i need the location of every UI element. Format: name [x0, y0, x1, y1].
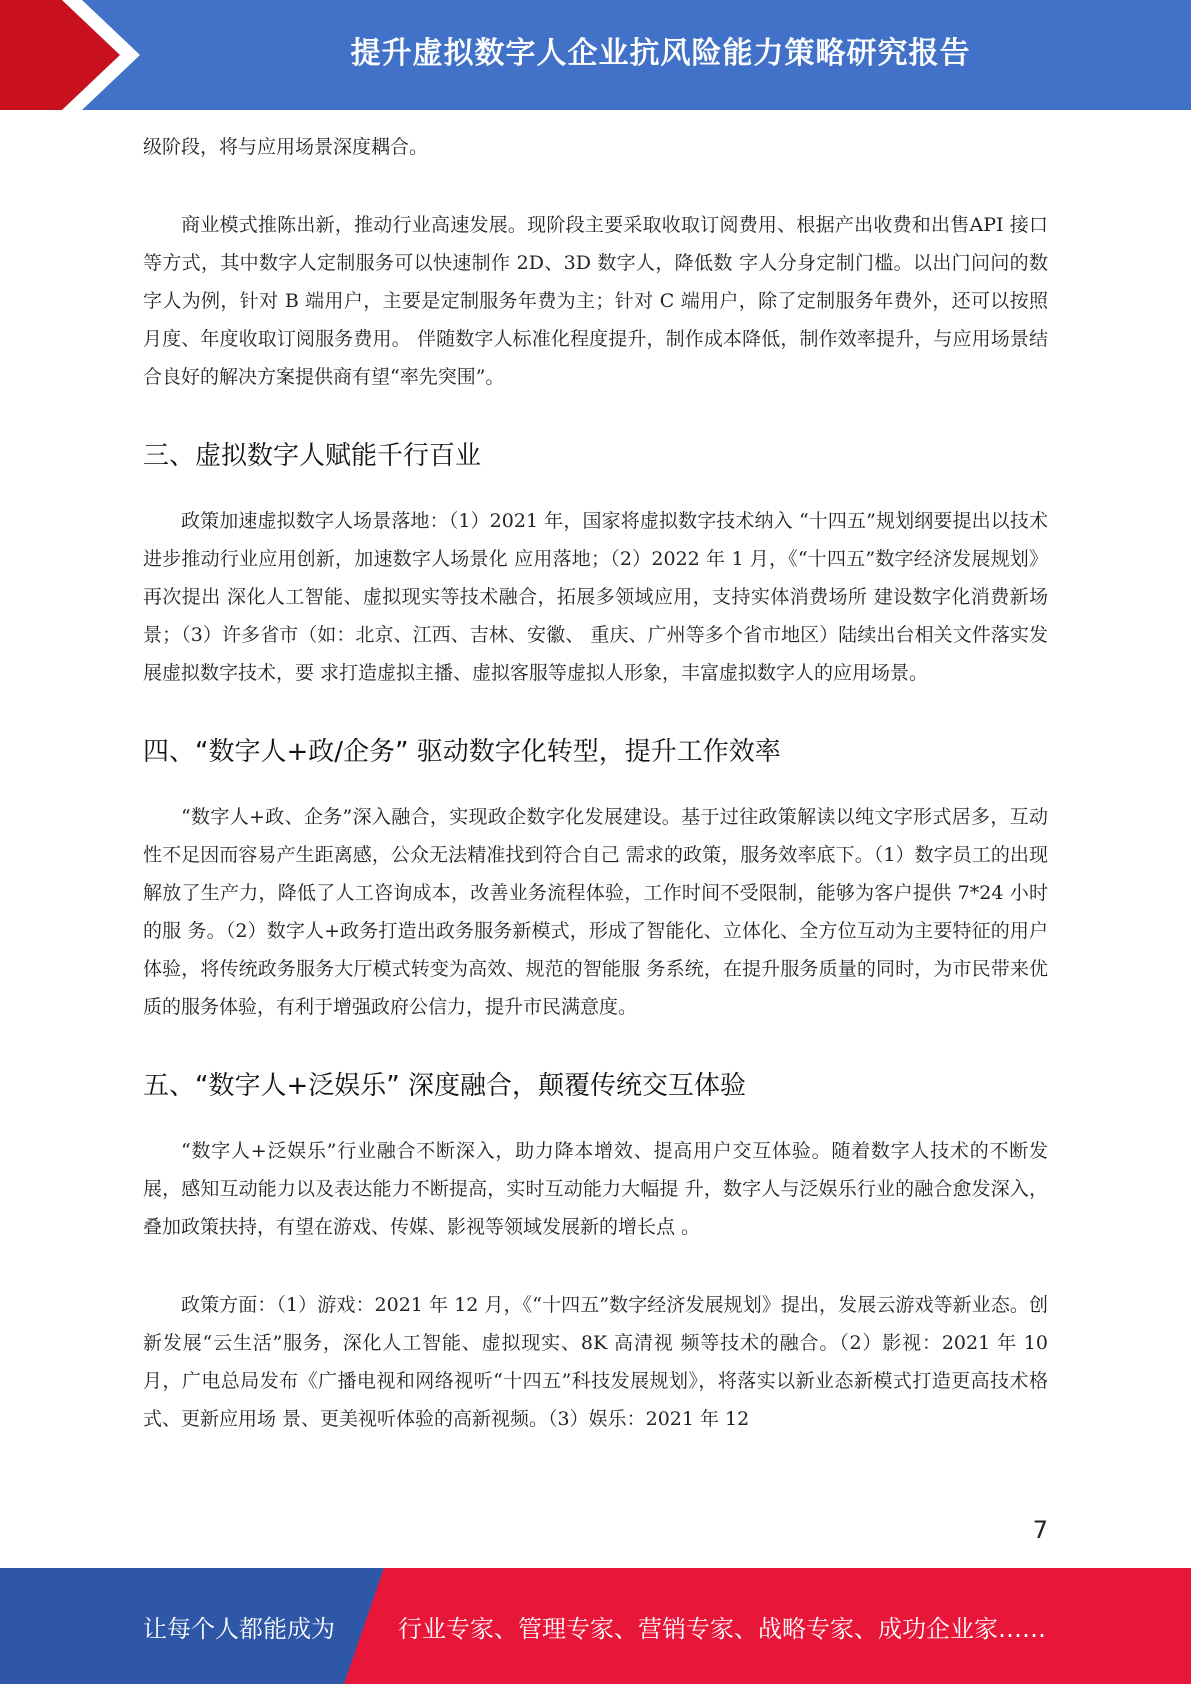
paragraph-entertainment: “数字人+泛娱乐”行业融合不断深入，助力降本增效、提高用户交互体验。随着数字人技术的不断发展，感知互动能力以及表达能力不断提高，实时互动能力大幅提 升，数字人与泛娱乐行业的融合愈发深入，叠加政策扶持，有望在游戏、传媒、影视等领域发展新的增长点 。 — [143, 1140, 1048, 1238]
footer-slogan-right: 行业专家、管理专家、营销专家、战略专家、成功企业家…… — [398, 1614, 1046, 1643]
page-header — [0, 0, 1191, 110]
section-heading-4: 四、“数字人+政/企务” 驱动数字化转型，提升工作效率 — [143, 737, 781, 767]
section-heading-3: 三、虚拟数字人赋能千行百业 — [143, 441, 482, 471]
paragraph-government: “数字人+政、企务”深入融合，实现政企数字化发展建设。基于过往政策解读以纯文字形式居多，互动性不足因而容易产生距离感，公众无法精准找到符合自己 需求的政策，服务效率底下。（1）数字员工的出现解放了生产力，降低了人工咨询成本，改善业务流程体验，工作时间不受限制，能够为客户提供 7*24 小时的服 务。（2）数字人+政务打造出政务服务新模式，形成了智能化、立体化、全方位互动为主要特征的用户体验，将传统政务服务大厅模式转变为高效、规范的智能服 务系统，在提升服务质量的同时，为市民带来优质的服务体验，有利于增强政府公信力，提升市民满意度。 — [143, 806, 1048, 1018]
paragraph-business-model: 商业模式推陈出新，推动行业高速发展。现阶段主要采取收取订阅费用、根据产出收费和出售API 接口等方式，其中数字人定制服务可以快速制作 2D、3D 数字人，降低数 字人分身定制门槛。以出门问问的数字人为例，针对 B 端用户，主要是定制服务年费为主；针对 C 端用户，除了定制服务年费外，还可以按照月度、年度收取订阅服务费用。 伴随数字人标准化程度提升，制作成本降低，制作效率提升，与应用场景结合良好的解决方案提供商有望“率先突围”。 — [143, 214, 1048, 388]
paragraph-policy-entertainment: 政策方面：（1）游戏：2021 年 12 月，《“十四五”数字经济发展规划》提出，发展云游戏等新业态。创新发展“云生活”服务，深化人工智能、虚拟现实、8K 高清视 频等技术的融合。（2）影视：2021 年 10 月，广电总局发布《广播电视和网络视听“十四五”科技发展规划》，将落实以新业态新模式打造更高技术格式、更新应用场 景、更美视听体验的高新视频。（3）娱乐：2021 年 12 — [143, 1294, 1048, 1430]
paragraph-continued: 级阶段，将与应用场景深度耦合。 — [143, 136, 429, 158]
page-number: 7 — [1032, 1516, 1048, 1544]
paragraph-policy: 政策加速虚拟数字人场景落地：（1）2021 年，国家将虚拟数字技术纳入 “十四五”规划纲要提出以技术进步推动行业应用创新，加速数字人场景化 应用落地；（2）2022 年 1 月，《“十四五”数字经济发展规划》再次提出 深化人工智能、虚拟现实等技术融合，拓展多领域应用，支持实体消费场所 建设数字化消费新场景；（3）许多省市（如：北京、江西、吉林、安徽、 重庆、广州等多个省市地区）陆续出台相关文件落实发展虚拟数字技术，要 求打造虚拟主播、虚拟客服等虚拟人形象，丰富虚拟数字人的应用场景。 — [143, 510, 1048, 684]
page-content — [143, 128, 1048, 1478]
header-arrow-decoration — [0, 0, 160, 110]
report-title: 提升虚拟数字人企业抗风险能力策略研究报告 — [350, 36, 971, 71]
page-footer — [0, 1568, 1191, 1684]
footer-slogan-left: 让每个人都能成为 — [143, 1614, 335, 1643]
section-heading-5: 五、“数字人+泛娱乐” 深度融合，颠覆传统交互体验 — [143, 1071, 746, 1101]
